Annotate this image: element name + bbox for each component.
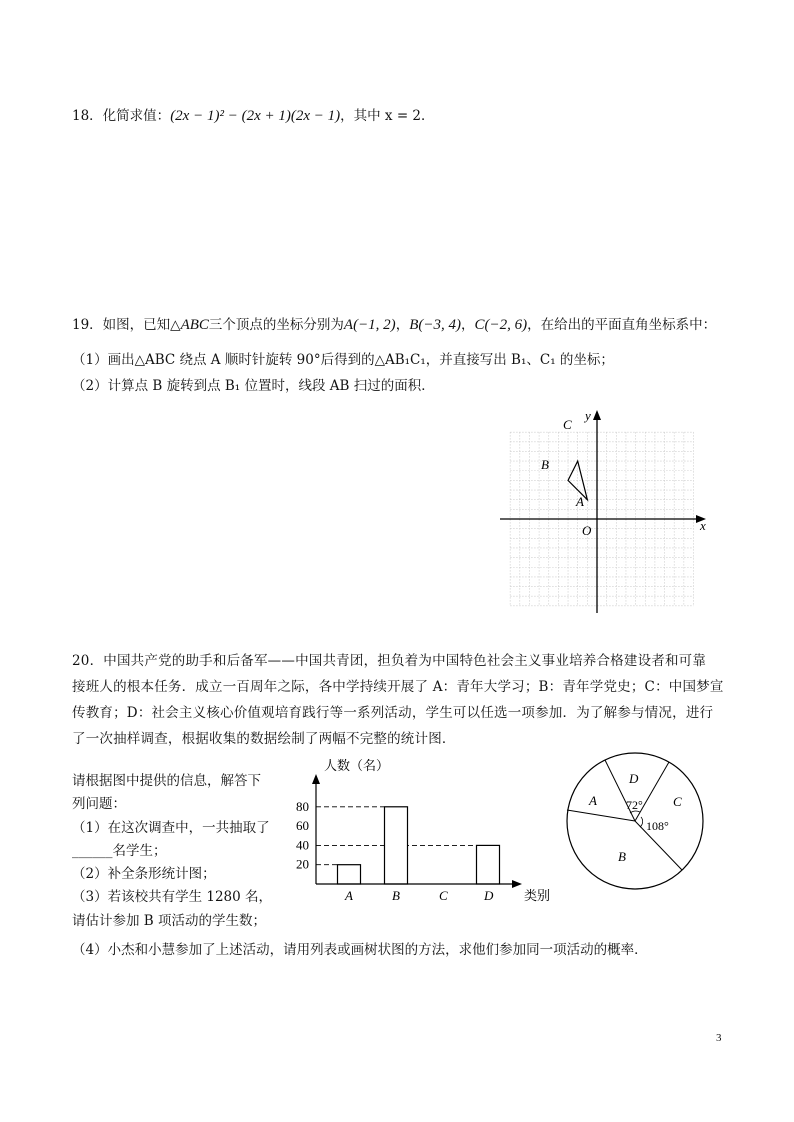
q19-point-b: B(−3, 4) [409, 317, 461, 333]
pie-label-a: A [589, 793, 597, 808]
q19-tri: ABC [180, 317, 209, 333]
pie-label-d: D [629, 771, 639, 786]
q18-expression: (2x − 1)² − (2x + 1)(2x − 1) [170, 108, 341, 124]
q19-point-a: A(−1, 2) [343, 317, 396, 333]
q20-para-4: 了一次抽样调查，根据收集的数据绘制了两幅不完整的统计图． [72, 731, 456, 747]
q19-intro-c: ，在给出的平面直角坐标系中： [527, 317, 717, 333]
q20-para-2: 接班人的根本任务．成立一百周年之际，各中学持续开展了 A：青年大学习；B：青年学党史；C：中国梦宣 [72, 679, 724, 695]
bar-category-a: A [345, 888, 353, 903]
bar-category-d: D [484, 888, 494, 903]
pie-angle-108: 108° [646, 819, 669, 833]
x-axis-label: x [700, 518, 706, 533]
q20-side-3: （1）在这次调查中，一共抽取了 [72, 819, 270, 836]
pie-angle-72: 72° [626, 798, 643, 812]
bar-category-c: C [439, 888, 448, 903]
q19-part2: （2）计算点 B 旋转到点 B₁ 位置时，线段 AB 扫过的面积． [72, 378, 435, 394]
q19-intro-b: 三个顶点的坐标分别为 [208, 317, 344, 333]
y-axis-label: y [585, 408, 591, 423]
q19-intro-a: 19．如图，已知△ [72, 317, 181, 333]
q20-side-7: 请估计参加 B 项活动的学生数； [72, 912, 267, 929]
origin-label: O [582, 523, 592, 538]
vertex-a-label: A [576, 494, 584, 509]
q20-side-1: 请根据图中提供的信息，解答下 [72, 773, 261, 789]
bar-ytick-40: 40 [296, 837, 309, 853]
page-number: 3 [716, 1032, 722, 1044]
q20-side-5: （2）补全条形统计图； [72, 866, 216, 883]
q20-para-1: 20．中国共产党的助手和后备军——中国共青团，担负着为中国特色社会主义事业培养合格建设者和可靠 [72, 653, 707, 669]
pie-label-b: B [618, 849, 626, 864]
q20-part4: （4）小杰和小慧参加了上述活动，请用列表或画树状图的方法，求他们参加同一项活动的概率． [72, 942, 648, 958]
bar-category-b: B [392, 888, 400, 903]
bar-ytick-80: 80 [296, 798, 309, 814]
q20-para-3: 传教育；D：社会主义核心价值观培育践行等一系列活动，学生可以任选一项参加．为了解参与情况，进行 [72, 705, 714, 721]
q18-condition: ，其中 x = 2． [340, 108, 435, 124]
q18-number: 18．化简求值： [72, 108, 171, 124]
pie-divider-ab [567, 810, 635, 821]
vertex-b-label: B [541, 457, 549, 472]
q20-side-6: （3）若该校共有学生 1280 名， [72, 889, 273, 906]
q19-point-c: C(−2, 6) [474, 317, 528, 333]
q19-part1: （1）画出△ABC 绕点 A 顺时针旋转 90°后得到的△AB₁C₁，并直接写出 B₁、C₁ 的坐标； [72, 352, 614, 368]
q19-intro: 19．如图，已知△ABC三个顶点的坐标分别为A(−1, 2)，B(−3, 4)，C(−2, 6)，在给出的平面直角坐标系中： [72, 317, 717, 333]
q20-side-4: ______名学生； [72, 842, 167, 859]
pie-divider-dc [635, 762, 669, 821]
q20-side-2: 列问题： [72, 796, 126, 813]
bar-ytick-20: 20 [296, 856, 309, 872]
bar-chart-xlabel: 类别 [524, 888, 551, 903]
bar-ytick-60: 60 [296, 818, 309, 834]
pie-label-c: C [673, 794, 682, 809]
vertex-c-label: C [563, 417, 572, 432]
pie-angle-arc-c [640, 817, 643, 827]
bar-chart-ylabel: 人数（名） [324, 758, 390, 773]
